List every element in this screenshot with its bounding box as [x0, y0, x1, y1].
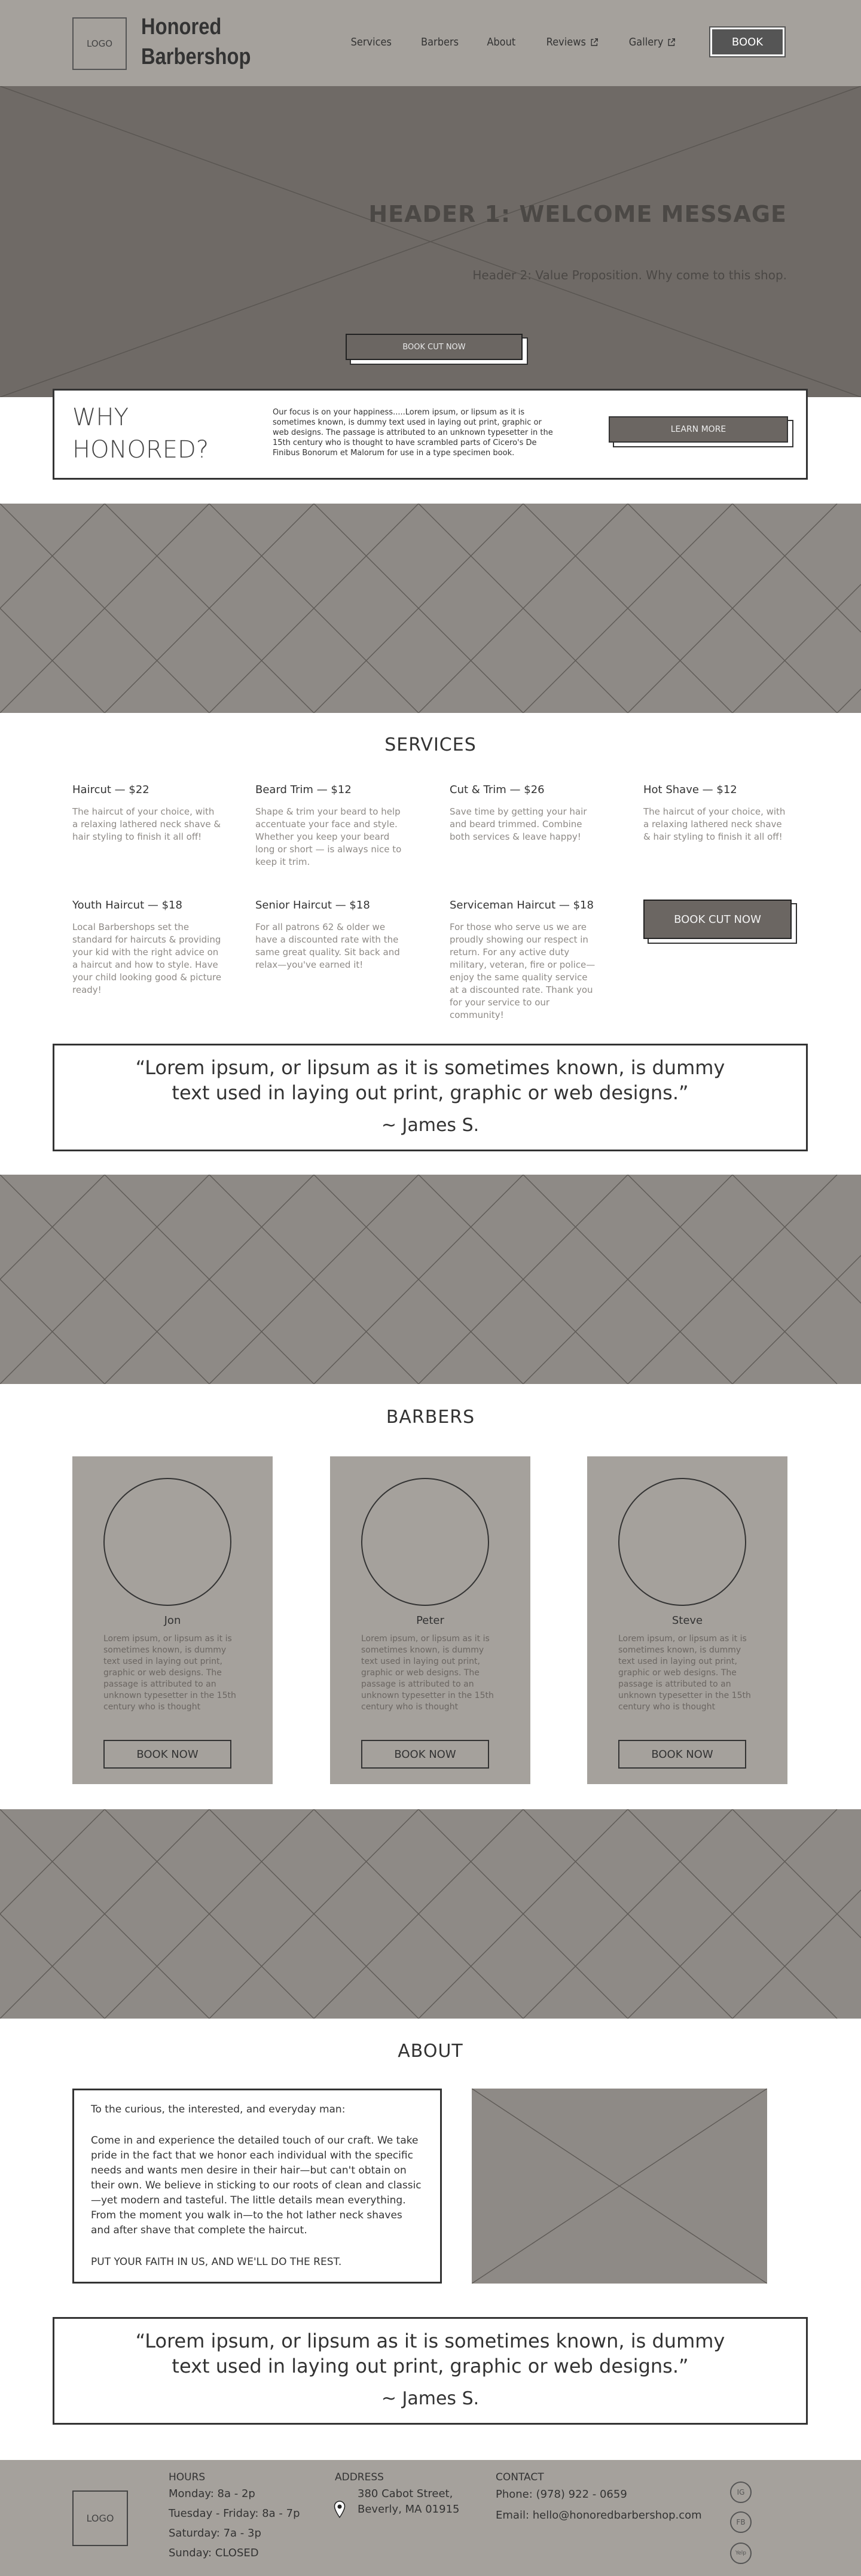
quote-author: ~ James S. [381, 1115, 480, 1136]
service-desc: The haircut of your choice, with a relaxing lathered neck shave & hair styling to finish it all off! [643, 806, 786, 842]
book-jon-button[interactable]: BOOK NOW [103, 1740, 231, 1769]
book-steve-button[interactable]: BOOK NOW [618, 1740, 746, 1769]
contact-title: CONTACT [496, 2471, 544, 2483]
service-name: Hot Shave — $12 [643, 784, 737, 796]
banner-pattern [0, 1809, 861, 2019]
barber-name: Steve [671, 1614, 703, 1627]
quote-text: “Lorem ipsum, or lipsum as it is sometimes known, is dummy text used in laying out print, graphic or web designs.” [135, 2330, 725, 2377]
about-title: ABOUT [398, 2041, 463, 2062]
footer-logo[interactable] [72, 2490, 128, 2546]
image-banner-3 [0, 1809, 861, 2019]
avatar [618, 1478, 746, 1606]
hero-book-cut-button[interactable]: BOOK CUT NOW [346, 334, 523, 360]
about-image-placeholder [472, 2089, 767, 2284]
why-text: Our focus is on your happiness.....Lorem ipsum, or lipsum as it is sometimes known, is dummy text used in laying out print, graphic or web designs. The passage is attributed to an unknown typesetter in the 15th century who is thought to have scrambled parts of Cicero's De Finibus Bonorum et Malorum for use in a type specimen book. [273, 408, 553, 458]
instagram-icon[interactable] [730, 2482, 752, 2503]
why-title-line-1: WHY [72, 404, 129, 431]
address-line-1: 380 Cabot Street, [358, 2487, 453, 2500]
banner-pattern [0, 504, 861, 713]
nav-services[interactable] [351, 36, 392, 48]
site-footer [0, 2460, 861, 2576]
hours-tue-fri: Tuesday - Friday: 8a - 7p [169, 2507, 300, 2520]
testimonial-quote-2 [53, 2317, 808, 2425]
learn-more-button[interactable]: LEARN MORE [609, 416, 788, 443]
footer-hours [169, 2471, 300, 2563]
quote-text: “Lorem ipsum, or lipsum as it is sometimes known, is dummy text used in laying out print, graphic or web designs.” [135, 1056, 725, 1104]
contact-phone[interactable]: Phone: (978) 922 - 0659 [496, 2488, 627, 2501]
image-banner-1 [0, 504, 861, 713]
barber-bio: Lorem ipsum, or lipsum as it is sometimes known, is dummy text used in laying out print, graphic or web designs. The passage is attributed to an unknown typesetter in the 15th century who is thought [618, 1634, 751, 1712]
nav-services-label: Services [350, 35, 392, 48]
quote-author: ~ James S. [381, 2388, 480, 2409]
map-pin-icon [334, 2501, 346, 2519]
barber-card-peter [330, 1456, 530, 1784]
why-honored-section [53, 389, 808, 480]
hours-sunday: Sunday: CLOSED [169, 2547, 259, 2559]
service-desc: Local Barbershops set the standard for haircuts & providing your kid with the right advice on a haircut and how to style. Have your child looking good & picture ready! [72, 922, 222, 995]
barbers-title: BARBERS [386, 1407, 475, 1428]
nav-about[interactable] [487, 36, 515, 48]
about-text-box [72, 2089, 442, 2284]
hero-subheading: Header 2: Value Proposition. Why come to this shop. [472, 268, 787, 282]
main-nav [321, 28, 784, 56]
footer-logo-text: LOGO [86, 2513, 114, 2524]
barber-bio: Lorem ipsum, or lipsum as it is sometimes known, is dummy text used in laying out print, graphic or web designs. The passage is attributed to an unknown typesetter in the 15th century who is thought [361, 1634, 494, 1712]
nav-reviews[interactable] [546, 36, 599, 48]
contact-email[interactable]: Email: hello@honoredbarbershop.com [496, 2509, 702, 2522]
address-line-2: Beverly, MA 01915 [358, 2503, 460, 2516]
hero-heading: HEADER 1: WELCOME MESSAGE [368, 201, 787, 227]
brand-line-2: Barbershop [141, 44, 251, 69]
address-lines[interactable] [335, 2486, 459, 2517]
service-item-hot-shave [643, 784, 792, 843]
nav-about-label: About [487, 35, 516, 48]
nav-gallery[interactable] [629, 36, 676, 48]
footer-address [335, 2471, 459, 2517]
yelp-icon[interactable] [730, 2543, 752, 2564]
hours-title: HOURS [169, 2471, 206, 2483]
nav-barbers[interactable] [421, 36, 459, 48]
service-desc: For all patrons 62 & older we have a discounted rate with the same great quality. Sit back and relax—you've earned it! [255, 922, 400, 970]
facebook-icon[interactable] [730, 2511, 752, 2533]
about-intro: To the curious, the interested, and everyday man: [91, 2104, 346, 2115]
service-name: Beard Trim — $12 [255, 784, 352, 796]
service-item-youth-haircut [72, 899, 222, 996]
external-link-icon [668, 38, 676, 47]
about-body: Come in and experience the detailed touch of our craft. We take pride in the fact that we honor each individual with the specific needs and wants men desire in their hair—but can't obtain on their own. We believe in sticking to our roots of clean and classic—yet modern and tasteful. The little details mean everything. From the moment you walk in—to the hot lather neck shaves and after shave that complete the haircut. [91, 2135, 422, 2236]
service-item-beard-trim [255, 784, 405, 868]
image-banner-2 [0, 1175, 861, 1384]
barber-name: Jon [164, 1614, 181, 1627]
services-title: SERVICES [384, 734, 477, 755]
barber-bio: Lorem ipsum, or lipsum as it is sometimes known, is dummy text used in laying out print, graphic or web designs. The passage is attributed to an unknown typesetter in the 15th century who is thought [103, 1634, 236, 1712]
facebook-label: FB [736, 2518, 746, 2526]
brand-line-1: Honored [141, 14, 222, 39]
footer-contact [496, 2471, 702, 2525]
service-item-haircut [72, 784, 222, 843]
header-book-button[interactable]: BOOK [710, 28, 784, 56]
external-link-icon [590, 38, 599, 47]
service-desc: Shape & trim your beard to help accentuate your face and style. Whether you keep your beard long or short — is always nice to keep it trim. [255, 806, 402, 867]
address-title: ADDRESS [335, 2471, 384, 2483]
logo-text: LOGO [86, 38, 113, 49]
service-desc: Save time by getting your hair and beard trimmed. Combine both services & leave happy! [450, 806, 587, 842]
header-logo[interactable] [72, 17, 127, 70]
service-item-serviceman-haircut [450, 899, 599, 1022]
service-name: Youth Haircut — $18 [72, 899, 182, 911]
barber-name: Peter [416, 1614, 444, 1627]
why-title-line-2: HONORED? [72, 436, 209, 464]
nav-gallery-label: Gallery [628, 35, 664, 48]
service-item-senior-haircut [255, 899, 405, 971]
about-closing: PUT YOUR FAITH IN US, AND WE'LL DO THE REST. [91, 2256, 342, 2268]
service-desc: The haircut of your choice, with a relaxing lathered neck shave & hair styling to finish it all off! [72, 806, 221, 842]
service-name: Senior Haircut — $18 [255, 899, 370, 911]
yelp-label: Yelp [735, 2550, 747, 2556]
avatar [361, 1478, 489, 1606]
site-header [0, 0, 861, 86]
image-placeholder-cross [472, 2089, 767, 2284]
service-name: Haircut — $22 [72, 784, 149, 796]
hours-saturday: Saturday: 7a - 3p [169, 2527, 261, 2540]
nav-barbers-label: Barbers [421, 35, 459, 48]
why-title [72, 401, 209, 466]
barber-card-steve [587, 1456, 787, 1784]
service-desc: For those who serve us we are proudly showing our respect in return. For any active duty military, veteran, fire or police—enjoy the same quality service at a discounted rate. Thank you for your service to our community! [450, 922, 596, 1020]
barber-card-jon [72, 1456, 273, 1784]
service-name: Serviceman Haircut — $18 [450, 899, 594, 911]
service-item-cut-trim [450, 784, 599, 843]
service-name: Cut & Trim — $26 [450, 784, 545, 796]
avatar [103, 1478, 231, 1606]
banner-pattern [0, 1175, 861, 1384]
book-peter-button[interactable]: BOOK NOW [361, 1740, 489, 1769]
services-book-cut-button[interactable]: BOOK CUT NOW [643, 900, 792, 939]
instagram-label: IG [737, 2488, 745, 2496]
testimonial-quote-1 [53, 1044, 808, 1151]
nav-reviews-label: Reviews [546, 35, 587, 48]
hours-monday: Monday: 8a - 2p [169, 2487, 255, 2500]
brand-name[interactable] [141, 12, 251, 72]
